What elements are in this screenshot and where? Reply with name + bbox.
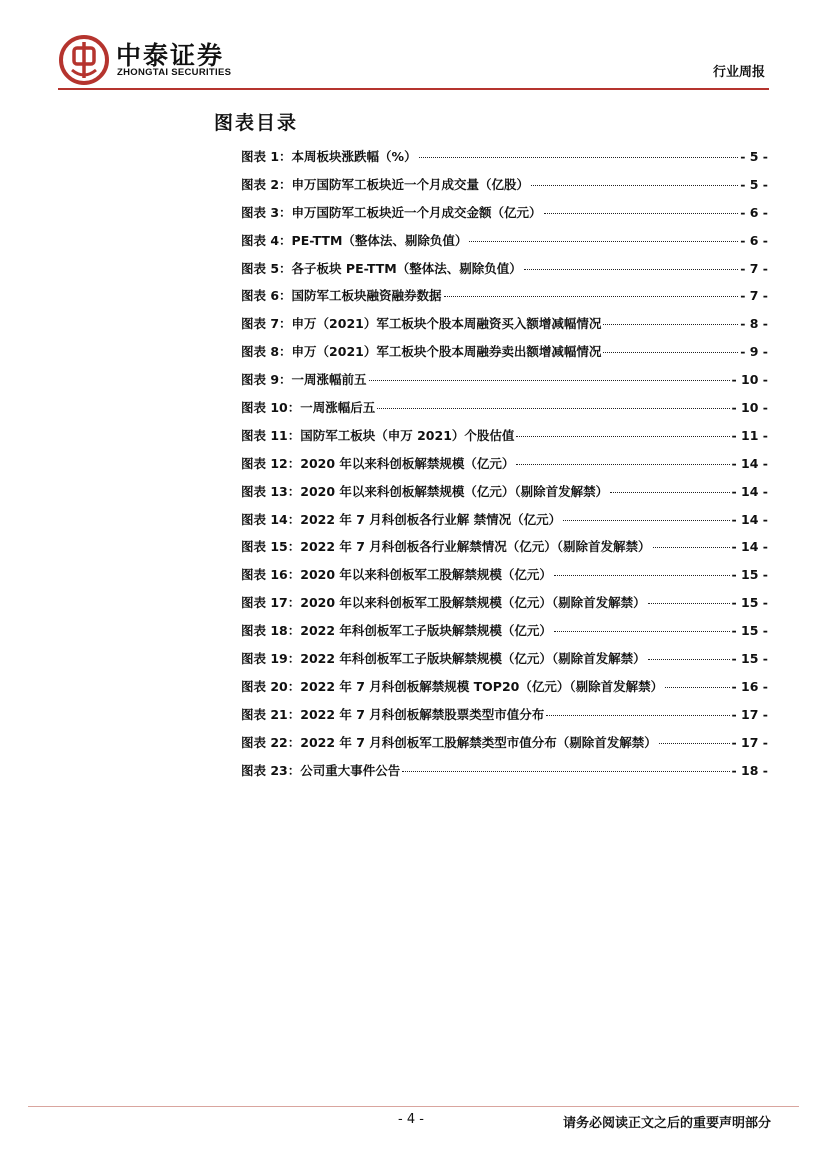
toc-entry[interactable] [241, 259, 768, 287]
toc-entry[interactable] [241, 286, 768, 314]
toc-entry-page[interactable]: - 15 - [731, 651, 768, 667]
toc-entry-page[interactable]: - 14 - [731, 483, 768, 499]
toc-entry-label[interactable]: 图表 8：申万（2021）军工板块个股本周融券卖出额增减幅情况 [241, 344, 602, 360]
toc-entry[interactable] [241, 342, 768, 370]
toc-entry-label[interactable]: 图表 19：2022 年科创板军工子版块解禁规模（亿元）（剔除首发解禁） [241, 651, 646, 667]
toc-entry-page[interactable]: - 10 - [731, 400, 768, 416]
toc-entry-label[interactable]: 图表 11：国防军工板块（申万 2021）个股估值 [241, 427, 515, 443]
toc-entry-label[interactable]: 图表 18：2022 年科创板军工子版块解禁规模（亿元） [241, 623, 552, 639]
toc-entry-label[interactable]: 图表 2：申万国防军工板块近一个月成交量（亿股） [241, 176, 530, 192]
toc-dot-leader [469, 241, 738, 242]
toc-entry-page[interactable]: - 15 - [731, 623, 768, 639]
toc-dot-leader [659, 743, 730, 744]
toc-entry-page[interactable]: - 8 - [740, 316, 768, 332]
toc-entry[interactable] [241, 537, 768, 565]
toc-entry[interactable] [241, 370, 768, 398]
toc-dot-leader [531, 185, 738, 186]
toc-entry[interactable] [241, 454, 768, 482]
toc-dot-leader [402, 771, 729, 772]
toc-entry[interactable] [241, 649, 768, 677]
toc-entry[interactable] [241, 203, 768, 231]
toc-entry-label[interactable]: 图表 15：2022 年 7 月科创板各行业解禁情况（亿元）（剔除首发解禁） [241, 539, 651, 555]
toc-list [241, 147, 768, 788]
toc-dot-leader [544, 213, 739, 214]
toc-entry[interactable] [241, 677, 768, 705]
toc-dot-leader [648, 659, 730, 660]
toc-entry-label[interactable]: 图表 4：PE-TTM（整体法、剔除负值） [241, 232, 468, 248]
toc-entry[interactable] [241, 398, 768, 426]
toc-entry-label[interactable]: 图表 1：本周板块涨跌幅（%） [241, 149, 417, 164]
toc-entry-page[interactable]: - 17 - [731, 706, 768, 722]
toc-entry-page[interactable]: - 5 - [740, 149, 768, 164]
toc-entry-page[interactable]: - 11 - [731, 427, 768, 443]
toc-entry-page[interactable]: - 18 - [731, 762, 768, 778]
toc-entry-label[interactable]: 图表 17：2020 年以来科创板军工股解禁规模（亿元）（剔除首发解禁） [241, 595, 646, 611]
toc-dot-leader [546, 715, 729, 716]
toc-dot-leader [516, 436, 729, 437]
toc-dot-leader [648, 603, 730, 604]
toc-entry[interactable] [241, 231, 768, 259]
toc-dot-leader [524, 269, 738, 270]
toc-dot-leader [563, 520, 729, 521]
toc-entry-label[interactable]: 图表 21：2022 年 7 月科创板解禁股票类型市值分布 [241, 706, 545, 722]
toc-entry-page[interactable]: - 15 - [731, 595, 768, 611]
footer-disclaimer: 请务必阅读正文之后的重要声明部分 [562, 1116, 771, 1131]
toc-entry-label[interactable]: 图表 3：申万国防军工板块近一个月成交金额（亿元） [241, 204, 542, 220]
toc-entry-page[interactable]: - 10 - [731, 372, 768, 388]
toc-entry-label[interactable]: 图表 23：公司重大事件公告 [241, 762, 401, 778]
toc-entry-page[interactable]: - 6 - [740, 232, 768, 248]
toc-entry[interactable] [241, 426, 768, 454]
toc-dot-leader [665, 687, 729, 688]
toc-entry-label[interactable]: 图表 16：2020 年以来科创板军工股解禁规模（亿元） [241, 567, 552, 583]
toc-entry-page[interactable]: - 16 - [731, 678, 768, 694]
toc-dot-leader [653, 547, 730, 548]
report-type: 行业周报 [712, 65, 765, 80]
toc-entry-page[interactable]: - 14 - [731, 511, 768, 527]
toc-entry-page[interactable]: - 15 - [731, 567, 768, 583]
brand-name-en: ZHONGTAI SECURITIES [117, 67, 232, 78]
toc-entry-label[interactable]: 图表 12：2020 年以来科创板解禁规模（亿元） [241, 455, 515, 471]
toc-entry-label[interactable]: 图表 9：一周涨幅前五 [241, 372, 367, 388]
toc-entry[interactable] [241, 175, 768, 203]
toc-dot-leader [377, 408, 729, 409]
toc-entry-label[interactable]: 图表 14：2022 年 7 月科创板各行业解 禁情况（亿元） [241, 511, 562, 527]
toc-title: 图表目录 [214, 112, 299, 134]
zhongtai-logo-icon [58, 34, 110, 86]
toc-dot-leader [603, 352, 738, 353]
toc-entry-page[interactable]: - 17 - [731, 734, 768, 750]
toc-entry-page[interactable]: - 14 - [731, 539, 768, 555]
footer-divider [28, 1106, 799, 1107]
toc-entry[interactable] [241, 621, 768, 649]
toc-entry-page[interactable]: - 6 - [740, 204, 768, 220]
toc-entry-label[interactable]: 图表 22：2022 年 7 月科创板军工股解禁类型市值分布（剔除首发解禁） [241, 734, 657, 750]
toc-entry[interactable] [241, 593, 768, 621]
toc-entry-page[interactable]: - 7 - [740, 288, 768, 304]
toc-dot-leader [554, 575, 730, 576]
toc-entry-label[interactable]: 图表 7：申万（2021）军工板块个股本周融资买入额增减幅情况 [241, 316, 602, 332]
toc-dot-leader [554, 631, 730, 632]
toc-entry[interactable] [241, 510, 768, 538]
brand-name-cn: 中泰证券 [116, 41, 225, 70]
toc-entry[interactable] [241, 565, 768, 593]
header-divider [58, 88, 769, 90]
toc-entry[interactable] [241, 705, 768, 733]
toc-dot-leader [369, 380, 730, 381]
toc-entry[interactable] [241, 761, 768, 789]
toc-entry-page[interactable]: - 14 - [731, 455, 768, 471]
toc-entry[interactable] [241, 482, 768, 510]
toc-entry-label[interactable]: 图表 6：国防军工板块融资融券数据 [241, 288, 442, 304]
toc-entry-label[interactable]: 图表 10：一周涨幅后五 [241, 400, 376, 416]
toc-dot-leader [419, 157, 739, 158]
toc-entry-label[interactable]: 图表 5：各子板块 PE-TTM（整体法、剔除负值） [241, 260, 522, 276]
page-number: - 4 - [398, 1112, 424, 1127]
toc-entry-page[interactable]: - 5 - [740, 176, 768, 192]
toc-entry[interactable] [241, 147, 768, 175]
toc-entry-page[interactable]: - 7 - [740, 260, 768, 276]
toc-entry-label[interactable]: 图表 20：2022 年 7 月科创板解禁规模 TOP20（亿元）（剔除首发解禁） [241, 678, 664, 694]
toc-dot-leader [444, 296, 739, 297]
toc-entry-page[interactable]: - 9 - [740, 344, 768, 360]
toc-entry[interactable] [241, 733, 768, 761]
toc-dot-leader [516, 464, 729, 465]
toc-dot-leader [610, 492, 729, 493]
toc-entry-label[interactable]: 图表 13：2020 年以来科创板解禁规模（亿元）（剔除首发解禁） [241, 483, 609, 499]
toc-entry[interactable] [241, 314, 768, 342]
toc-dot-leader [603, 324, 738, 325]
